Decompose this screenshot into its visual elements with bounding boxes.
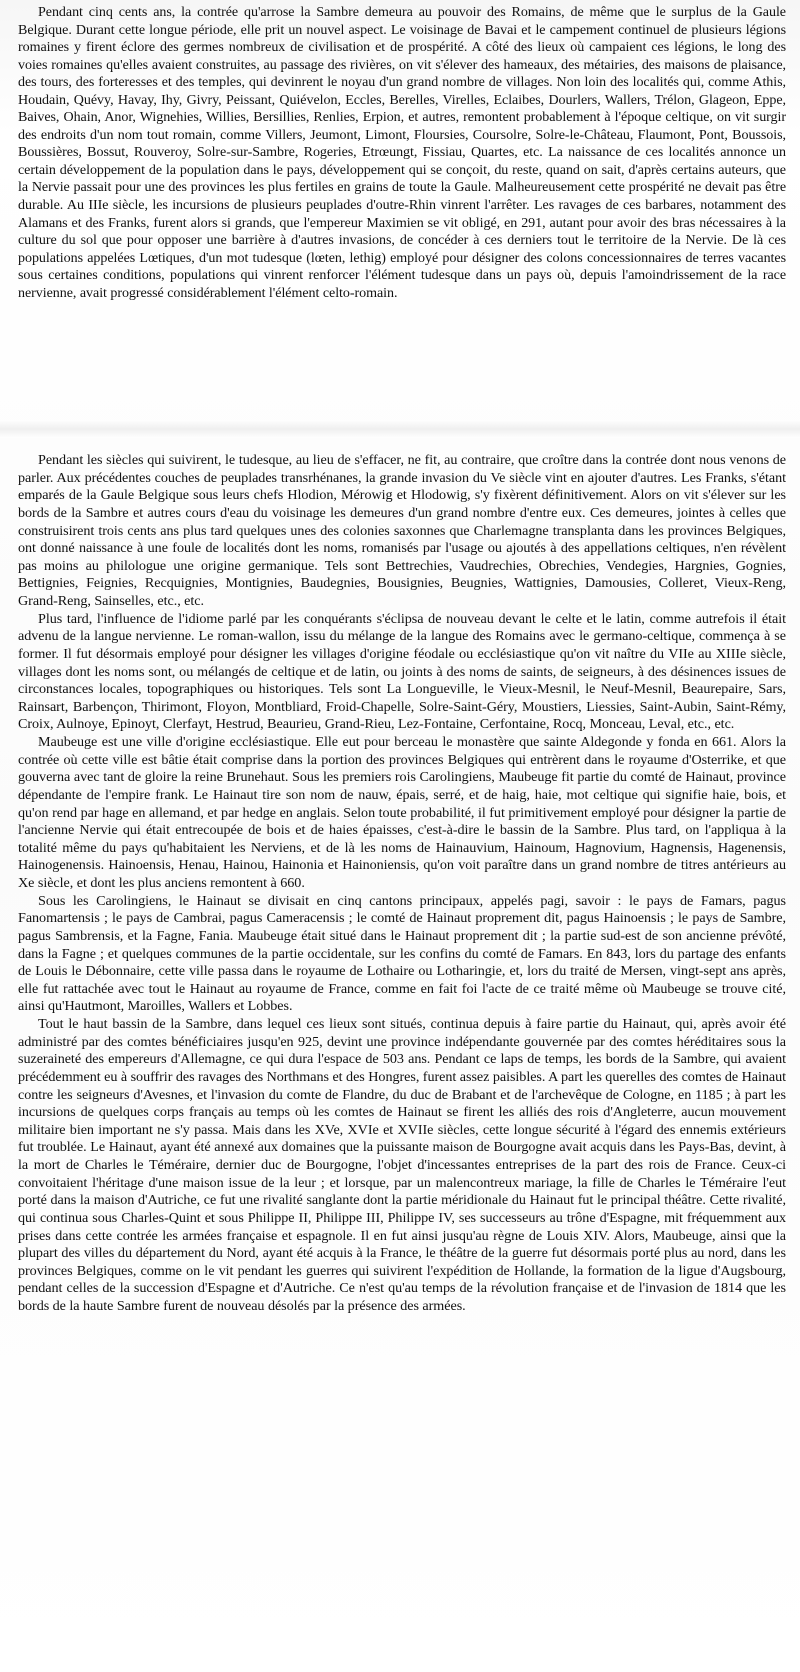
text-section-medieval-period [18, 452, 786, 1660]
paragraph: Maubeuge est une ville d'origine ecclésiastique. Elle eut pour berceau le monastère que sainte Aldegonde y fonda en 661. Alors la contrée où cette ville est bâtie était comprise dans la portion des provinces Belgiques qui entrèrent dans le royaume d'Osterrike, et que gouverna avec tant de gloire la reine Brunehaut. Sous les premiers rois Carolingiens, Maubeuge fit partie du comté de Hainaut, province dépendante de l'empire frank. Le Hainaut tire son nom de nauw, épais, serré, et de haig, haie, mot celtique qui signifie haie, bois, et qu'on rend par hage en allemand, et par hedge en anglais. Selon toute probabilité, il fut primitivement employé pour désigner la partie de l'ancienne Nervie qui était entrecoupée de bois et de haies épaisses, c'est-à-dire le bassin de la Sambre. Plus tard, on l'appliqua à la totalité même du pays qu'habitaient les Nerviens, et de là les noms de Hainauvium, Hainoum, Hagnovium, Hagnensis, Hagenensis, Hainogenensis. Hainoensis, Henau, Hainou, Hainonia et Hainoniensis, qu'on voit paraître dans un grand nombre de titres antérieurs au Xe siècle, et dont les plus anciens remontent à 660. [18, 734, 786, 891]
paragraph: Pendant les siècles qui suivirent, le tudesque, au lieu de s'effacer, ne fit, au contraire, que croître dans la contrée dont nous venons de parler. Aux précédentes couches de peuplades transrhénanes, la grande invasion du Ve siècle vint en ajouter d'autres. Les Franks, s'étant emparés de la Gaule Belgique sous leurs chefs Hlodion, Mérowig et Hlodowig, s'y fixèrent définitivement. Alors on vit s'élever sur les bords de la Sambre et autres cours d'eau du voisinage les demeures d'un grand nombre d'entre eux. Ces demeures, jointes à celles que construisirent trois cents ans plus tard quelques unes des colonies saxonnes que Charlemagne transplanta dans les provinces Belgiques, ont donné naissance à une foule de localités dont les noms, romanisés par l'usage ou ajoutés à des appellations celtiques, n'en révèlent pas moins au philologue une origine germanique. Tels sont Bettrechies, Vaudrechies, Obrechies, Vendegies, Hargnies, Gognies, Bettignies, Feignies, Recquignies, Montignies, Baudegnies, Bousignies, Beugnies, Wattignies, Damousies, Colleret, Vieux-Reng, Grand-Reng, Sainselles, etc., etc. [18, 452, 786, 609]
paragraph: Plus tard, l'influence de l'idiome parlé par les conquérants s'éclipsa de nouveau devant le celte et le latin, comme autrefois il était advenu de la langue nervienne. Le roman-wallon, issu du mélange de la langue des Romains avec le germano-celtique, commença à se former. Il fut désormais employé pour désigner les villages d'origine féodale ou ecclésiastique qu'on vit naître du VIIe au XIIIe siècle, villages dont les noms sont, ou mélangés de celtique et de latin, ou joints à des noms de saints, de seigneurs, à des désinences issues de circonstances locales, topographiques ou historiques. Tels sont La Longueville, le Vieux-Mesnil, le Neuf-Mesnil, Beaurepaire, Sars, Rainsart, Barbençon, Thirimont, Floyon, Montbliard, Froid-Chapelle, Solre-Saint-Géry, Moustiers, Liessies, Saint-Aubin, Saint-Rémy, Croix, Aulnoye, Epinoyt, Clerfayt, Hestrud, Beaurieu, Grand-Rieu, Lez-Fontaine, Cerfontaine, Rocq, Monceau, Leval, etc., etc. [18, 610, 786, 733]
paragraph: Sous les Carolingiens, le Hainaut se divisait en cinq cantons principaux, appelés pagi, savoir : le pays de Famars, pagus Fanomartensis ; le pays de Cambrai, pagus Cameracensis ; le comté de Hainaut proprement dit, pagus Hainoensis ; le pays de Sambre, pagus Sambrensis, et la Fagne, Fania. Maubeuge était situé dans le Hainaut proprement dit ; la partie sud-est de son ancienne prévôté, dans la Fagne ; et quelques communes de la partie occidentale, sur les confins du comté de Famars. En 843, lors du partage des enfants de Louis le Débonnaire, cette ville passa dans le royaume de Lothaire ou Lotharingie, et, lors du traité de Mersen, vingt-sept ans après, elle fut rattachée avec tout le Hainaut au royaume de France, comme en fait foi l'acte de ce traité même où Maubeuge se trouve cité, ainsi qu'Hautmont, Maroilles, Wallers et Lobbes. [18, 892, 786, 1015]
paragraph: Tout le haut bassin de la Sambre, dans lequel ces lieux sont situés, continua depuis à faire partie du Hainaut, qui, après avoir été administré par des comtes bénéficiaires jusqu'en 925, devint une province indépendante gouvernée par des comtes héréditaires sous la suzeraineté des empereurs d'Allemagne, ce qui dura l'espace de 503 ans. Pendant ce laps de temps, les bords de la Sambre, qui avaient précédemment eu à souffrir des ravages des Northmans et des Hongres, furent assez paisibles. A part les querelles des comtes de Hainaut contre les seigneurs d'Avesnes, et l'invasion du comte de Flandre, du duc de Brabant et de l'archevêque de Cologne, en 1185 ; à part les incursions de quelques corps français au temps où les comtes de Hainaut se firent les alliés des rois d'Angleterre, aucun mouvement militaire bien important ne s'y passa. Mais dans les XVe, XVIe et XVIIe siècles, cette longue sécurité à l'égard des ennemis extérieurs fut troublée. Le Hainaut, ayant été annexé aux domaines que la puissante maison de Bourgogne avait acquis dans les Pays-Bas, devint, à la mort de Charles le Téméraire, dernier duc de Bourgogne, l'objet d'incessantes entreprises de la part des rois de France. Ceux-ci convoitaient l'héritage d'une maison issue de la leur ; et lorsque, par un malencontreux mariage, la fille de Charles le Téméraire l'eut porté dans la maison d'Autriche, ce fut une rivalité sanglante dont la partie méridionale du Hainaut fut le principal théâtre. Cette rivalité, qui continua sous Charles-Quint et sous Philippe II, Philippe III, Philippe IV, ses successeurs au trône d'Espagne, mit fréquemment aux prises dans cette contrée les armées française et espagnole. Il en fut ainsi jusqu'au règne de Louis XIV. Alors, Maubeuge, ainsi que la plupart des villes du département du Nord, ayant été acquis à la France, le théâtre de la guerre fut désormais porté plus au nord, dans les provinces Belgiques, comme on le vit pendant les guerres qui suivirent l'expédition de Hollande, la formation de la ligue d'Augsbourg, pendant celles de la succession d'Espagne et d'Autriche. Ce n'est qu'au temps de la révolution française et de l'invasion de 1814 que les bords de la haute Sambre furent de nouveau désolés par la présence des armées. [18, 1016, 786, 1314]
paragraph: Pendant cinq cents ans, la contrée qu'arrose la Sambre demeura au pouvoir des Romains, de même que le surplus de la Gaule Belgique. Durant cette longue période, elle prit un nouvel aspect. Le voisinage de Bavai et le campement continuel de plusieurs légions romaines y firent éclore des germes nombreux de civilisation et de prospérité. A côté des lieux où campaient ces légions, le long des voies romaines qu'elles avaient construites, au passage des rivières, on vit s'élever des hameaux, des métairies, des maisons de plaisance, des tours, des forteresses et des temples, qui devinrent le noyau d'un grand nombre de villages. Non loin des localités qui, comme Athis, Houdain, Quévy, Havay, Ihy, Givry, Peissant, Quiévelon, Eccles, Berelles, Virelles, Eclaibes, Dourlers, Wallers, Trélon, Glageon, Eppe, Baives, Ohain, Anor, Wignehies, Willies, Bersillies, Renlies, Erpion, et autres, remontent probablement à l'époque celtique, on vit surgir des endroits d'un nom tout romain, comme Villers, Jeumont, Limont, Floursies, Coursolre, Solre-le-Château, Flaumont, Pont, Boussois, Boussières, Bossut, Rouveroy, Solre-sur-Sambre, Rogeries, Etrœungt, Fissiau, Quartes, etc. La naissance de ces localités annonce un certain développement de la population dans le pays, développement qui se conçoit, du reste, quand on sait, d'après certains auteurs, que la Nervie passait pour une des provinces les plus fertiles en grains de toute la Gaule. Malheureusement cette prospérité ne devait pas être durable. Au IIIe siècle, les incursions de plusieurs peuplades d'outre-Rhin vinrent l'arrêter. Les ravages de ces barbares, notamment des Alamans et des Franks, furent alors si grands, que l'empereur Maximien se vit obligé, en 291, autant pour avoir des bras nécessaires à la culture du sol que pour opposer une barrière à d'autres invasions, de concéder à ces derniers tout le territoire de la Nervie. De là ces populations appelées Lœtiques, d'un mot tudesque (lœten, lethig) employé pour désigner des colons concessionnaires de terres vacantes sous certaines conditions, populations qui vinrent renforcer l'élément tudesque dans un pays où, depuis l'amoindrissement de la race nervienne, avait progressé considérablement l'élément celto-romain. [18, 4, 786, 301]
text-section-roman-period [18, 4, 786, 416]
section-gap [0, 420, 800, 438]
